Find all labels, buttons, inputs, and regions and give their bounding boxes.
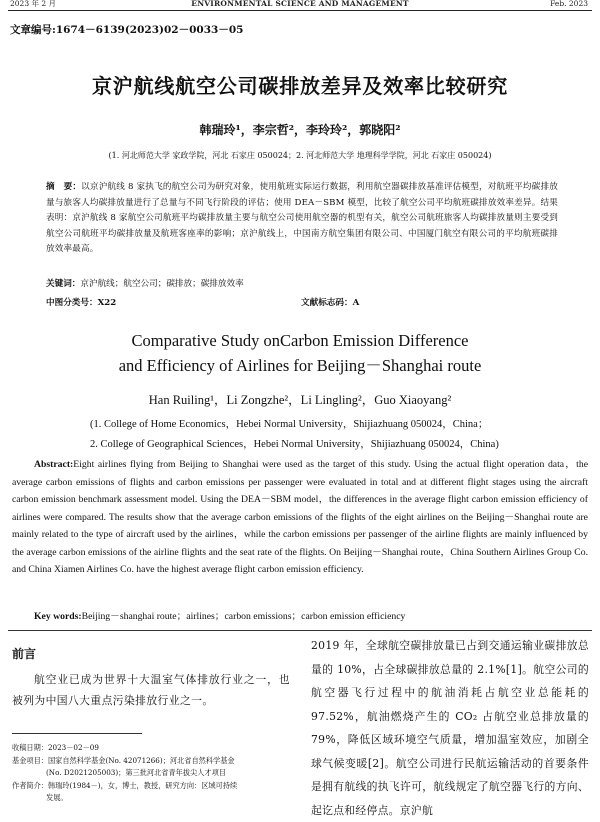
en-abstract-label: Abstract: [34,459,74,470]
footnote-fund-1: 基金项目：国家自然科学基金(No. 42071266)；河北省自然科学基金 [12,755,235,765]
en-title-line-1: Comparative Study onCarbon Emission Difference [131,331,469,350]
header-date-en: Feb. 2023 [550,0,588,8]
header-rule [8,10,592,11]
class-number: 中图分类号：X22 [46,298,117,308]
cn-keywords-label: 关键词： [46,279,81,289]
en-affil-line-1: (1. College of Home Economics，Hebei Normal University，Shijiazhuang 050024，China； [90,419,489,430]
intro-paragraph-left: 航空业已成为世界十大温室气体排放行业之一，也被列为中国八大重点污染排放行业之一。 [12,673,290,707]
en-title-line-2: and Efficiency of Airlines for Beijing－Shanghai route [118,356,482,375]
cn-keywords-text: 京沪航线；航空公司；碳排放；碳排放效率 [80,279,244,289]
en-keywords-label: Key words: [34,611,82,622]
footnote-received: 收稿日期：2023－02－09 [12,743,99,752]
footnote-rule [12,733,142,734]
en-affil-line-2: 2. College of Geographical Sciences，Hebei Normal University，Shijiazhuang 050024，China) [90,439,499,450]
document-code: 文献标志码：A [301,298,360,308]
running-header [0,0,600,10]
footnote-author-1: 作者简介：韩瑞玲(1984－)，女，博士，教授，研究方向：区域可持续 [12,780,238,790]
cn-abstract-label: 摘 要： [46,182,82,192]
footnote-author-2: 发展。 [46,793,68,802]
en-affiliation [90,415,530,455]
article-number: 文章编号:1674－6139(2023)02－0033－05 [10,24,244,36]
intro-paragraph-right: 2019 年，全球航空碳排放量已占到交通运输业碳排放总量的 10%，占全球碳排放总量的 2.1%[1]。航空公司的航空器飞行过程中的航油消耗占航空业总能耗的 97.52%，航油燃烧产生的 CO₂ 占航空业总排放量的 79%，降低区域环境空气质量，增加温室效应，加剧全球气候变暖[2]。航空公司进行民航运输活动的首要条件是拥有航线的执飞许可，航线规定了航空器飞行的方向、起讫点和经停点。京沪航 [311,639,589,817]
en-abstract [12,456,588,579]
cn-title: 京沪航线航空公司碳排放差异及效率比较研究 [92,74,508,98]
en-abstract-text: Eight airlines flying from Beijing to Shanghai were used as the target of this study. Using the actual flight operation data，the average carbon emissions of flights and carbon emissions per passenger were evaluated in total and at different flight stages using the aircraft carbon emission benchmark assessment model. Using the DEA－SBM model，the differences in the average flight carbon emission efficiency of airlines were compared. The results show that the average carbon emissions of the flights of the eight airlines on the Beijing－Shanghai route are mainly related to the type of aircraft used by the airlines，while the carbon emissions per passenger of the airline flights are mainly influenced by the average carbon emissions of the airline flights and the seat rate of the flights. On Beijing－Shanghai route，China Southern Airlines Group Co. and China Xiamen Airlines Co. have the highest average flight carbon emission efficiency. [12,459,588,575]
cn-keywords [46,277,558,289]
cn-abstract-text: 以京沪航线 8 家执飞的航空公司为研究对象，使用航班实际运行数据，利用航空器碳排放基准评估模型，对航班平均碳排放量与旅客人均碳排放量进行了总量与不同飞行阶段的评估；使用 DEA－SBM 模型，比较了航空公司平均航班碳排放效率差异。结果表明：京沪航线 8 家航空公司航班平均碳排放量主要与航空公司使用航空器的机型有关，航空公司航班旅客人均碳排放量则主要受到航空公司航班平均碳排放量及航班客座率的影响；京沪航线上，中国南方航空集团有限公司、中国厦门航空有限公司的平均航班碳排放效率最高。 [46,182,558,254]
cn-affiliation: (1. 河北师范大学 家政学院，河北 石家庄 050024；2. 河北师范大学 地理科学学院，河北 石家庄 050024) [108,151,492,160]
cn-abstract [46,180,558,258]
header-date-cn: 2023 年 2 月 [10,0,57,8]
cn-authors: 韩瑞玲¹，李宗哲²，李玲玲²，郭晓阳² [199,123,401,137]
en-title [0,328,600,378]
footnote-fund-2: (No. D2021205003)；第三批河北省青年拔尖人才项目 [46,768,226,777]
en-authors: Han Ruiling¹，Li Zongzhe²，Li Lingling²，Guo Xiaoyang² [148,393,452,407]
en-keywords [34,608,574,622]
journal-name: ENVIRONMENTAL SCIENCE AND MANAGEMENT [191,0,409,8]
footnotes [12,742,292,805]
en-keywords-text: Beijing－shanghai route；airlines；carbon emissions；carbon emission efficiency [81,611,406,622]
section-divider [8,630,592,631]
section-title: 前言 [12,647,37,661]
